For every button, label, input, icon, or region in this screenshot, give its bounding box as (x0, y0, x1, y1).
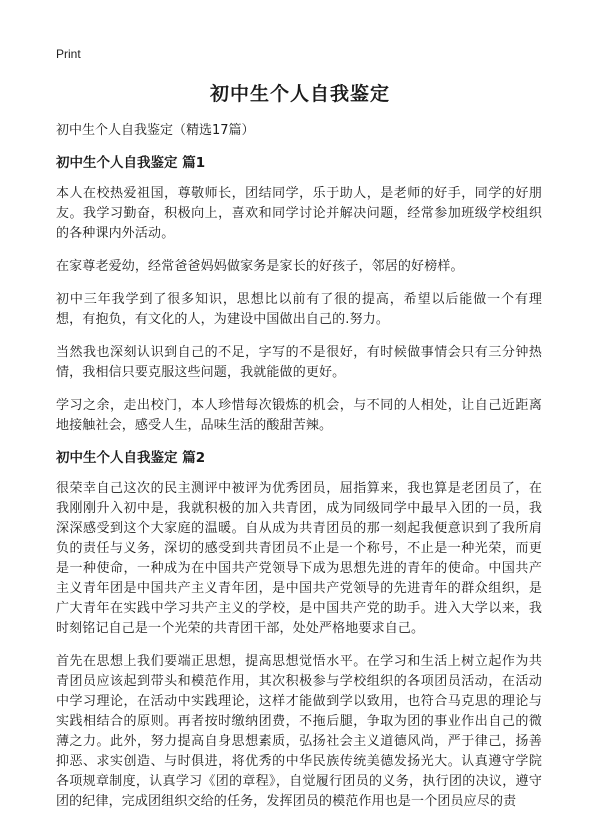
section-2-paragraph: 很荣幸自己这次的民主测评中被评为优秀团员，屈指算来，我也算是老团员了，在我刚刚升入初中是，我就积极的加入共青团，成为同级同学中最早入团的一员，我深深感受到这个大家庭的温暖。自从成为共青团员的那一刻起我便意识到了我所肩负的责任与义务，深切的感受到共青团员不止是一个称号，不止是一种光荣，而更是一种使命，一种成为在中国共产党领导下成为思想先进的青年的使命。中国共产主义青年团是中国共产主义青年团，是中国共产党领导的先进青年的群众组织，是广大青年在实践中学习共产主义的学校，是中国共产党的助手。进入大学以来，我时刻铭记自己是一个光荣的共青团干部，处处严格地要求自己。 (56, 481, 542, 636)
section-1-paragraph: 在家尊老爱幼，经常爸爸妈妈做家务是家长的好孩子，邻居的好榜样。 (56, 259, 464, 274)
section-1-paragraph: 当然我也深刻认识到自己的不足，字写的不是很好，有时候做事情会只有三分钟热情，我相信只要克服这些问题，我就能做的更好。 (56, 345, 542, 380)
section-1-paragraph: 本人在校热爱祖国，尊敬师长，团结同学，乐于助人，是老师的好手，同学的好朋友。我学习勤奋，积极向上，喜欢和同学讨论并解决问题，经常参加班级学校组织的各种课内外活动。 (56, 186, 542, 241)
document-subtitle: 初中生个人自我鉴定（精选17篇） (56, 123, 255, 138)
section-1-paragraph: 初中三年我学到了很多知识，思想比以前有了很的提高，希望以后能做一个有理想，有抱负，有文化的人，为建设中国做出自己的.努力。 (56, 292, 542, 327)
section-1-paragraph: 学习之余，走出校门，本人珍惜每次锻炼的机会，与不同的人相处，让自己近距离地接触社会，感受人生，品味生活的酸甜苦辣。 (56, 398, 542, 433)
section-heading-2: 初中生个人自我鉴定 篇2 (56, 450, 206, 466)
section-heading-1: 初中生个人自我鉴定 篇1 (56, 155, 206, 171)
document-body (56, 122, 542, 825)
print-link[interactable]: Print (56, 47, 81, 61)
document-title: 初中生个人自我鉴定 (209, 83, 390, 105)
section-2-paragraph: 首先在思想上我们要端正思想，提高思想觉悟水平。在学习和生活上树立起作为共青团员应该起到带头和模范作用，其次积极参与学校组织的各项团员活动，在活动中学习理论，在活动中实践理论，这样才能做到学以致用，也符合马克思的理论与实践相结合的原则。再者按时缴纳团费，不拖后腿，争取为团的事业作出自己的微薄之力。此外，努力提高自身思想素质，弘扬社会主义道德风尚，严于律己，扬善抑恶、求实创造、与时俱进，将优秀的中华民族传统美德发扬光大。认真遵守学院各项规章制度，认真学习《团的章程》，自觉履行团员的义务，执行团的决议，遵守团的纪律，完成团组织交给的任务，发挥团员的模范作用也是一个团员应尽的责 (56, 654, 542, 809)
